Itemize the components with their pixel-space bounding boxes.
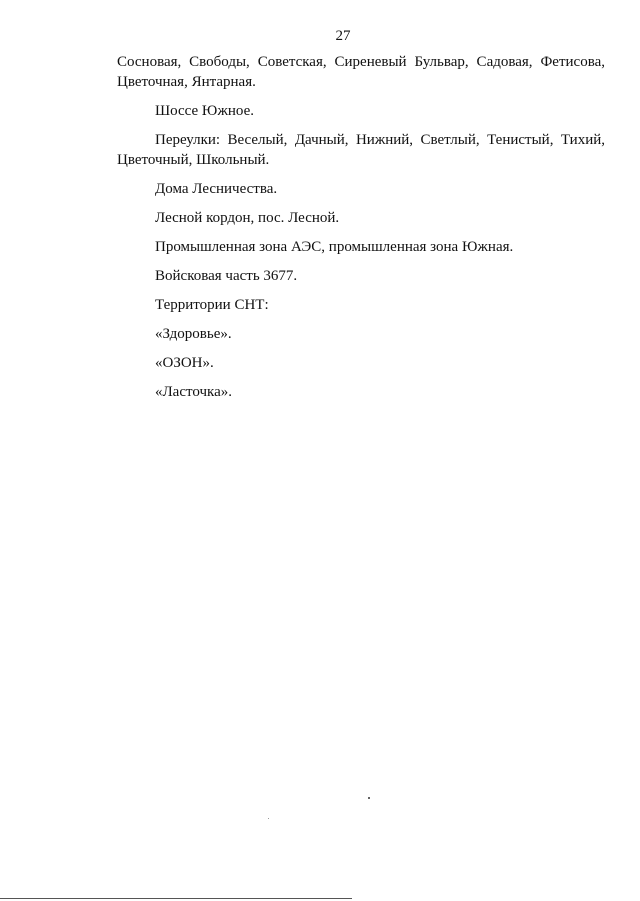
snt-territories-heading: Территории СНТ: xyxy=(155,297,269,313)
scan-artifact-dot xyxy=(368,797,370,799)
forestry-houses-paragraph: Дома Лесничества. xyxy=(155,181,278,197)
military-unit-paragraph: Войсковая часть 3677. xyxy=(155,268,298,284)
snt-item: «Здоровье». xyxy=(155,326,232,342)
lanes-paragraph: Переулки: Веселый, Дачный, Нижний, Светлый, Тенистый, Тихий, Цветочный, Школьный. xyxy=(117,132,605,168)
forest-cordon-paragraph: Лесной кордон, пос. Лесной. xyxy=(155,210,340,226)
highway-paragraph: Шоссе Южное. xyxy=(155,103,254,119)
industrial-zone-paragraph: Промышленная зона АЭС, промышленная зона Южная. xyxy=(155,239,514,255)
street-list-continuation: Сосновая, Свободы, Советская, Сиреневый Бульвар, Садовая, Фетисова, Цветочная, Янтарная. xyxy=(117,54,605,90)
page-number: 27 xyxy=(335,28,351,44)
scan-artifact-mark xyxy=(268,818,269,819)
bottom-edge-line xyxy=(0,898,352,899)
snt-item: «ОЗОН». xyxy=(155,355,214,371)
snt-item: «Ласточка». xyxy=(155,384,232,400)
document-body xyxy=(117,52,605,411)
